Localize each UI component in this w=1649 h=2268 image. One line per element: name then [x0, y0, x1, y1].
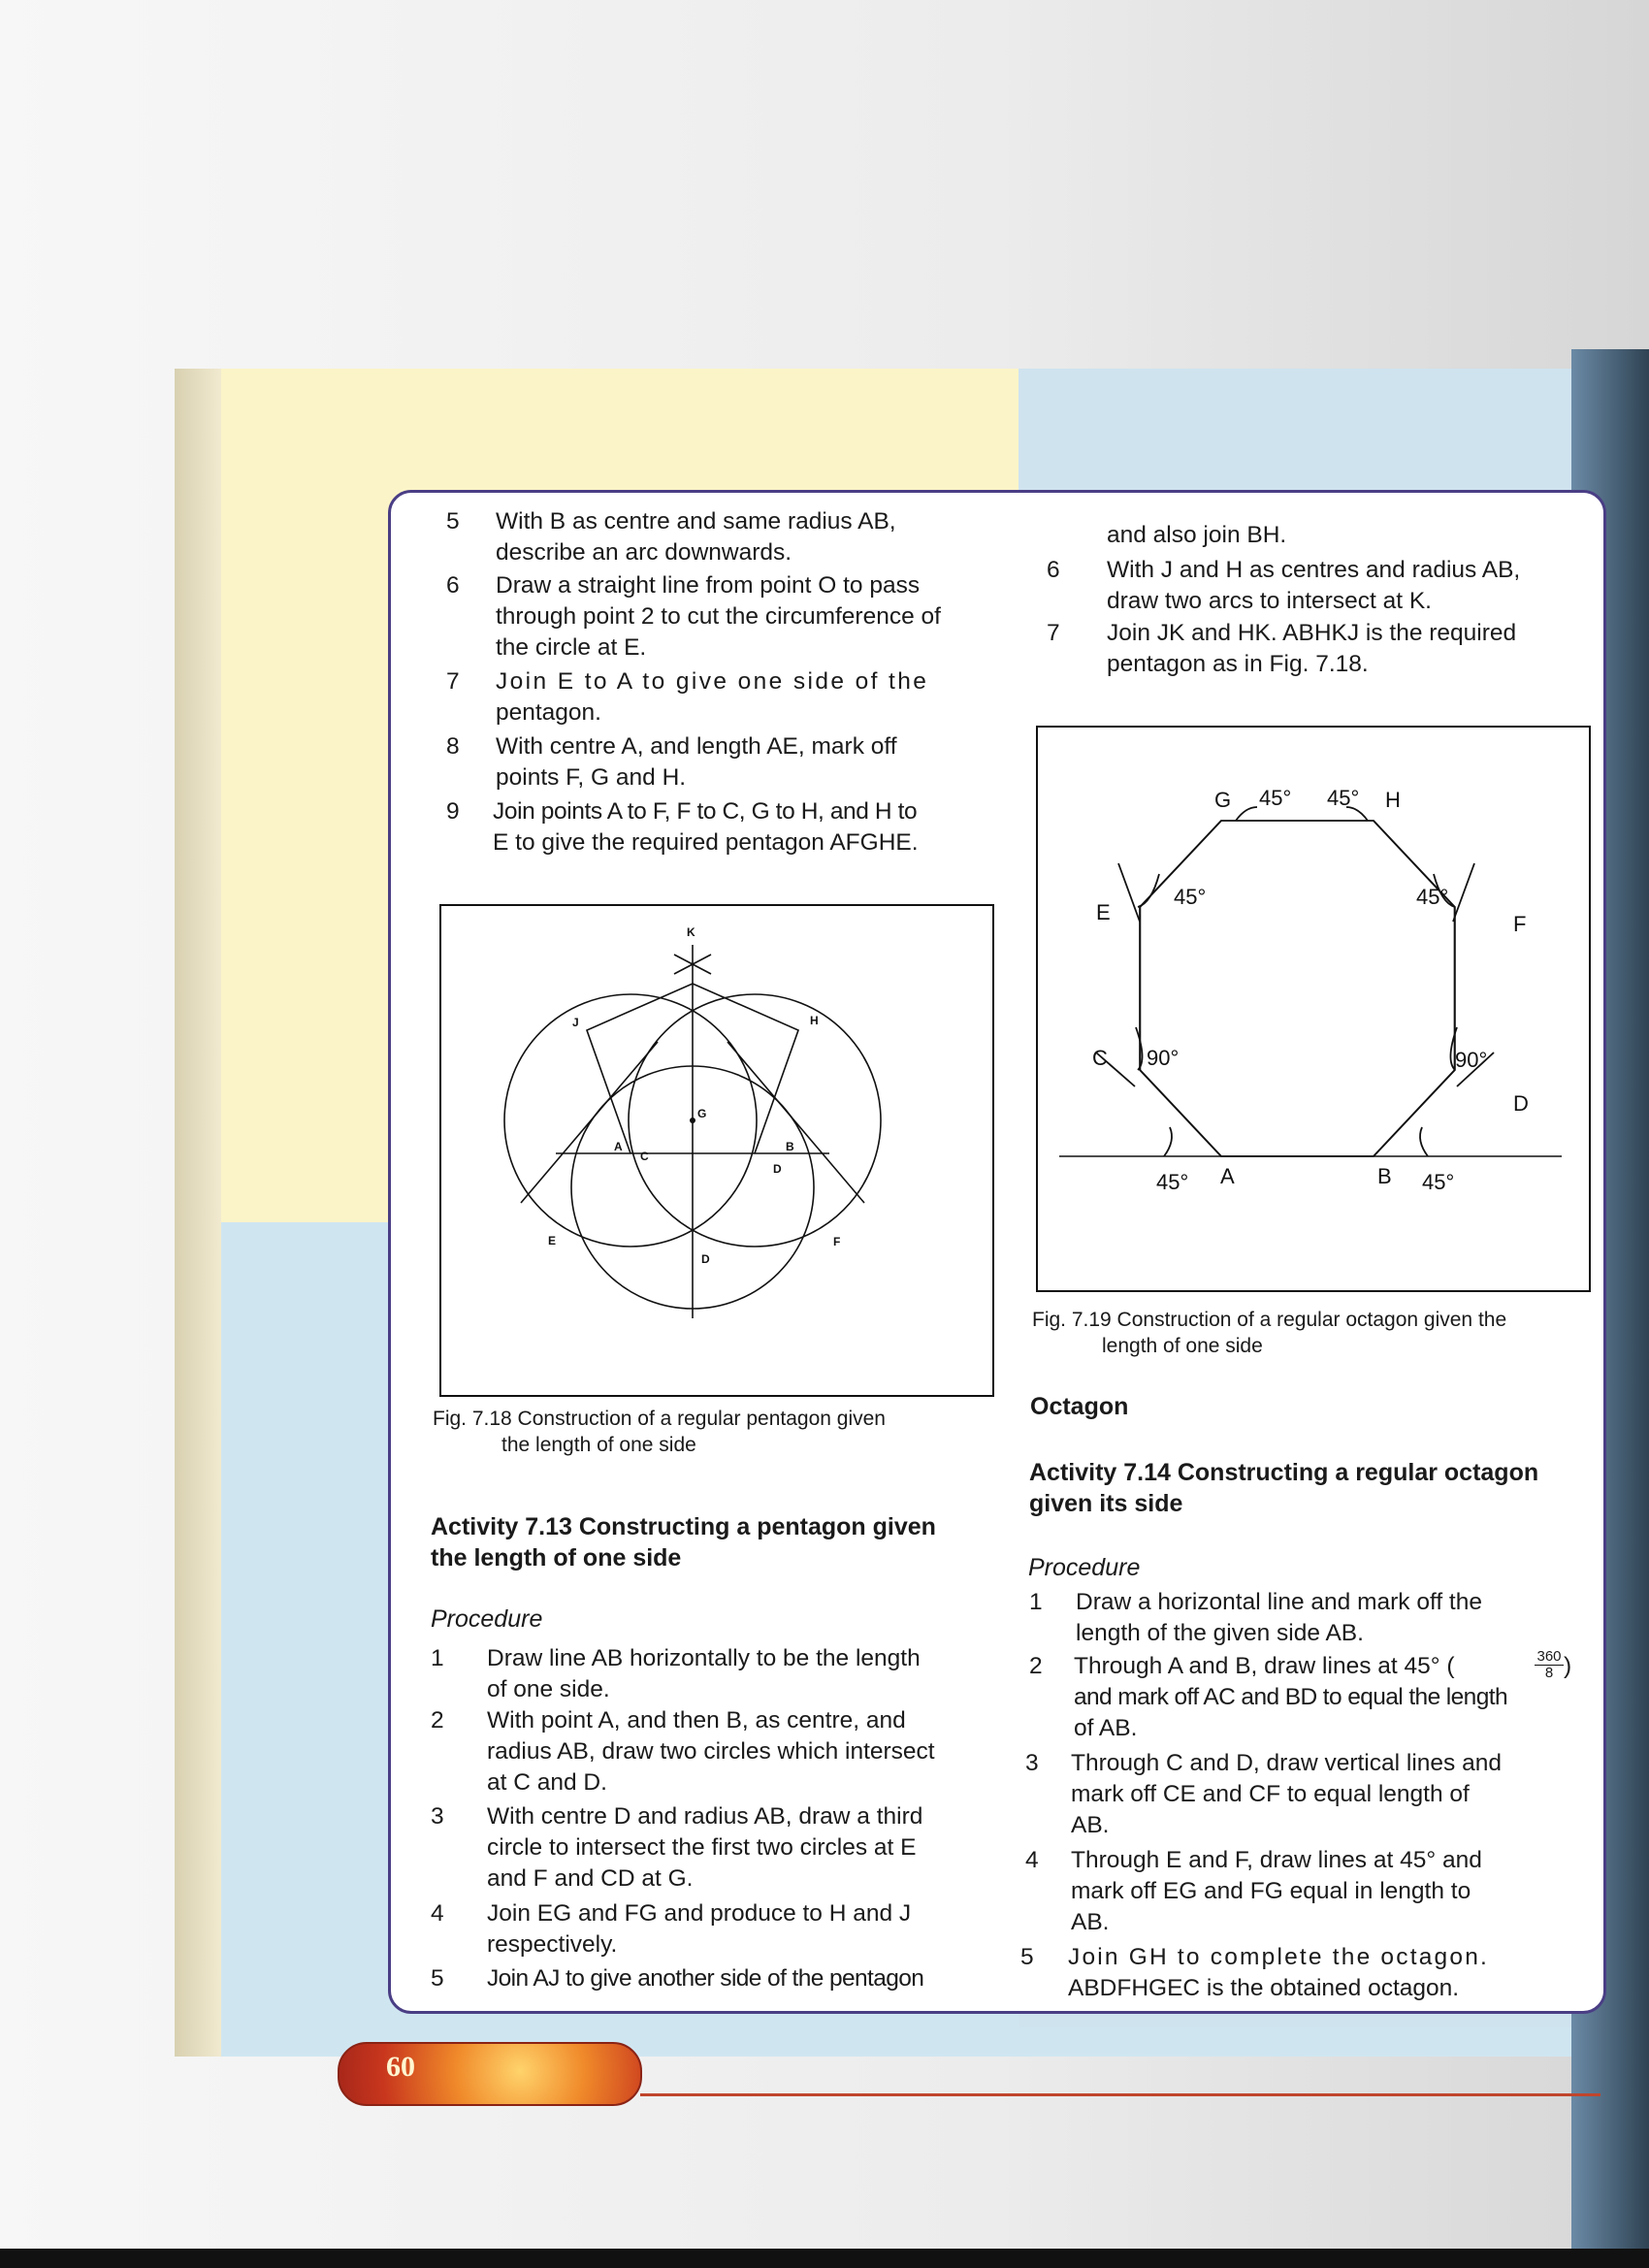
step-text: Draw a horizontal line and mark off the [1076, 1589, 1482, 1615]
label-g: G [697, 1107, 707, 1120]
step-text: of AB. [1074, 1715, 1138, 1741]
step-text: With point A, and then B, as centre, and [487, 1707, 906, 1733]
step-text: length of the given side AB. [1076, 1620, 1364, 1646]
activity-title: given its side [1029, 1490, 1183, 1517]
step-text: describe an arc downwards. [496, 539, 792, 566]
fraction [1535, 1649, 1564, 1681]
angle-45: 45° [1416, 885, 1449, 909]
label-e: E [1096, 900, 1111, 924]
step-text: Through E and F, draw lines at 45° and [1071, 1847, 1482, 1873]
step-text: E to give the required pentagon AFGHE. [493, 829, 919, 856]
step-text: Draw line AB horizontally to be the length [487, 1645, 921, 1671]
fig-caption: the length of one side [501, 1434, 696, 1456]
fraction-numerator: 360 [1535, 1649, 1564, 1666]
step-text: mark off EG and FG equal in length to [1071, 1878, 1471, 1904]
label-c: C [640, 1150, 649, 1163]
step-text: radius AB, draw two circles which intersect [487, 1738, 935, 1765]
fig-caption: Fig. 7.19 Construction of a regular octagon given the [1032, 1309, 1507, 1331]
step-number: 4 [431, 1900, 444, 1927]
line-eg [521, 1042, 658, 1203]
step-text: AB. [1071, 1812, 1110, 1838]
label-a: A [1220, 1164, 1235, 1188]
step-number: 2 [1029, 1653, 1043, 1679]
label-a: A [614, 1140, 623, 1153]
step-number: 8 [446, 733, 460, 760]
label-d: D [773, 1162, 782, 1176]
angle-90: 90° [1147, 1046, 1180, 1070]
step-text: through point 2 to cut the circumference of [496, 603, 941, 630]
label-k: K [687, 925, 695, 939]
octagon-diagram [1038, 728, 1589, 1290]
circle-a [504, 994, 757, 1247]
step-number: 2 [431, 1707, 444, 1733]
page-edge [175, 369, 221, 2057]
label-f: F [833, 1235, 841, 1248]
step-number: 4 [1025, 1847, 1039, 1873]
step-text: With B as centre and same radius AB, [496, 508, 896, 535]
section-title: Octagon [1030, 1393, 1129, 1420]
pentagon-diagram [441, 906, 992, 1395]
label-f: F [1513, 912, 1527, 936]
step-text: Join E to A to give one side of the [496, 668, 929, 695]
procedure-label: Procedure [1028, 1554, 1141, 1581]
arc-g [1236, 807, 1257, 821]
arc-mark-f [1453, 863, 1474, 922]
line-fg [728, 1042, 864, 1203]
step-text: Through C and D, draw vertical lines and [1071, 1750, 1502, 1776]
step-text: at C and D. [487, 1769, 607, 1796]
label-c: C [1092, 1046, 1108, 1070]
step-number: 3 [1025, 1750, 1039, 1776]
figure-pentagon [439, 904, 994, 1397]
step-text: and F and CD at G. [487, 1865, 694, 1892]
angle-45: 45° [1259, 786, 1292, 810]
step-text: respectively. [487, 1931, 618, 1958]
activity-title: the length of one side [431, 1544, 682, 1571]
activity-title: Activity 7.13 Constructing a pentagon given [431, 1513, 936, 1540]
arc-a [1164, 1127, 1172, 1156]
point-g [690, 1118, 695, 1123]
step-text: Draw a straight line from point O to pass [496, 572, 921, 599]
arc-b [1420, 1127, 1428, 1156]
step-text: pentagon. [496, 699, 601, 726]
page-number: 60 [386, 2051, 415, 2083]
label-h: H [810, 1014, 819, 1027]
label-d: D [1513, 1091, 1529, 1116]
footer-rule [640, 2093, 1600, 2096]
step-text: Join points A to F, F to C, G to H, and H to [493, 798, 918, 825]
circle-b [629, 994, 881, 1247]
angle-45: 45° [1422, 1170, 1455, 1194]
procedure-label: Procedure [431, 1605, 543, 1633]
step-number: 5 [431, 1965, 444, 1992]
angle-45: 45° [1174, 885, 1207, 909]
step-text: pentagon as in Fig. 7.18. [1107, 651, 1369, 677]
step-text: draw two arcs to intersect at K. [1107, 588, 1432, 614]
step-number: 1 [1029, 1589, 1043, 1615]
label-b: B [786, 1140, 794, 1153]
step-text: With J and H as centres and radius AB, [1107, 557, 1521, 583]
step-text: and also join BH. [1107, 522, 1287, 548]
label-e: E [548, 1234, 557, 1247]
step-number: 7 [1047, 620, 1060, 646]
step-number: 1 [431, 1645, 444, 1671]
step-text: AB. [1071, 1909, 1110, 1935]
step-text: Join GH to complete the octagon. [1068, 1944, 1490, 1970]
fig-caption: length of one side [1102, 1335, 1263, 1357]
label-g: G [1214, 788, 1232, 812]
step-text: Join AJ to give another side of the pentagon [487, 1965, 924, 1992]
step-number: 6 [446, 572, 460, 599]
fraction-close: ) [1564, 1653, 1572, 1679]
step-number: 3 [431, 1803, 444, 1830]
step-number: 6 [1047, 557, 1060, 583]
step-text: circle to intersect the first two circles at E [487, 1834, 917, 1861]
angle-45: 45° [1327, 786, 1360, 810]
angle-90: 90° [1455, 1048, 1488, 1072]
step-number: 9 [446, 798, 460, 825]
step-text: points F, G and H. [496, 764, 687, 791]
figure-octagon [1036, 726, 1591, 1292]
step-number: 7 [446, 668, 460, 695]
label-d-lower: D [701, 1252, 710, 1266]
step-text: and mark off AC and BD to equal the length [1074, 1684, 1507, 1710]
step-text: Join JK and HK. ABHKJ is the required [1107, 620, 1517, 646]
arc-mark-e [1118, 863, 1140, 922]
activity-title: Activity 7.14 Constructing a regular octagon [1029, 1459, 1539, 1486]
step-text: the circle at E. [496, 634, 647, 661]
step-text: Join EG and FG and produce to H and J [487, 1900, 912, 1927]
step-text: Through A and B, draw lines at 45° ( [1074, 1653, 1455, 1679]
step-text: mark off CE and CF to equal length of [1071, 1781, 1470, 1807]
angle-45: 45° [1156, 1170, 1189, 1194]
step-text: of one side. [487, 1676, 610, 1702]
step-text: ABDFHGEC is the obtained octagon. [1068, 1975, 1460, 2001]
page-number-tab [338, 2042, 642, 2106]
octagon-outline [1140, 821, 1455, 1156]
label-h: H [1385, 788, 1401, 812]
scanner-edge [0, 2249, 1649, 2268]
step-number: 5 [446, 508, 460, 535]
fig-caption: Fig. 7.18 Construction of a regular pentagon given [433, 1408, 886, 1430]
label-b: B [1377, 1164, 1392, 1188]
fraction-denominator: 8 [1544, 1665, 1554, 1681]
step-text: With centre D and radius AB, draw a third [487, 1803, 923, 1830]
step-number: 5 [1020, 1944, 1034, 1970]
step-text: With centre A, and length AE, mark off [496, 733, 897, 760]
label-j: J [572, 1016, 579, 1029]
